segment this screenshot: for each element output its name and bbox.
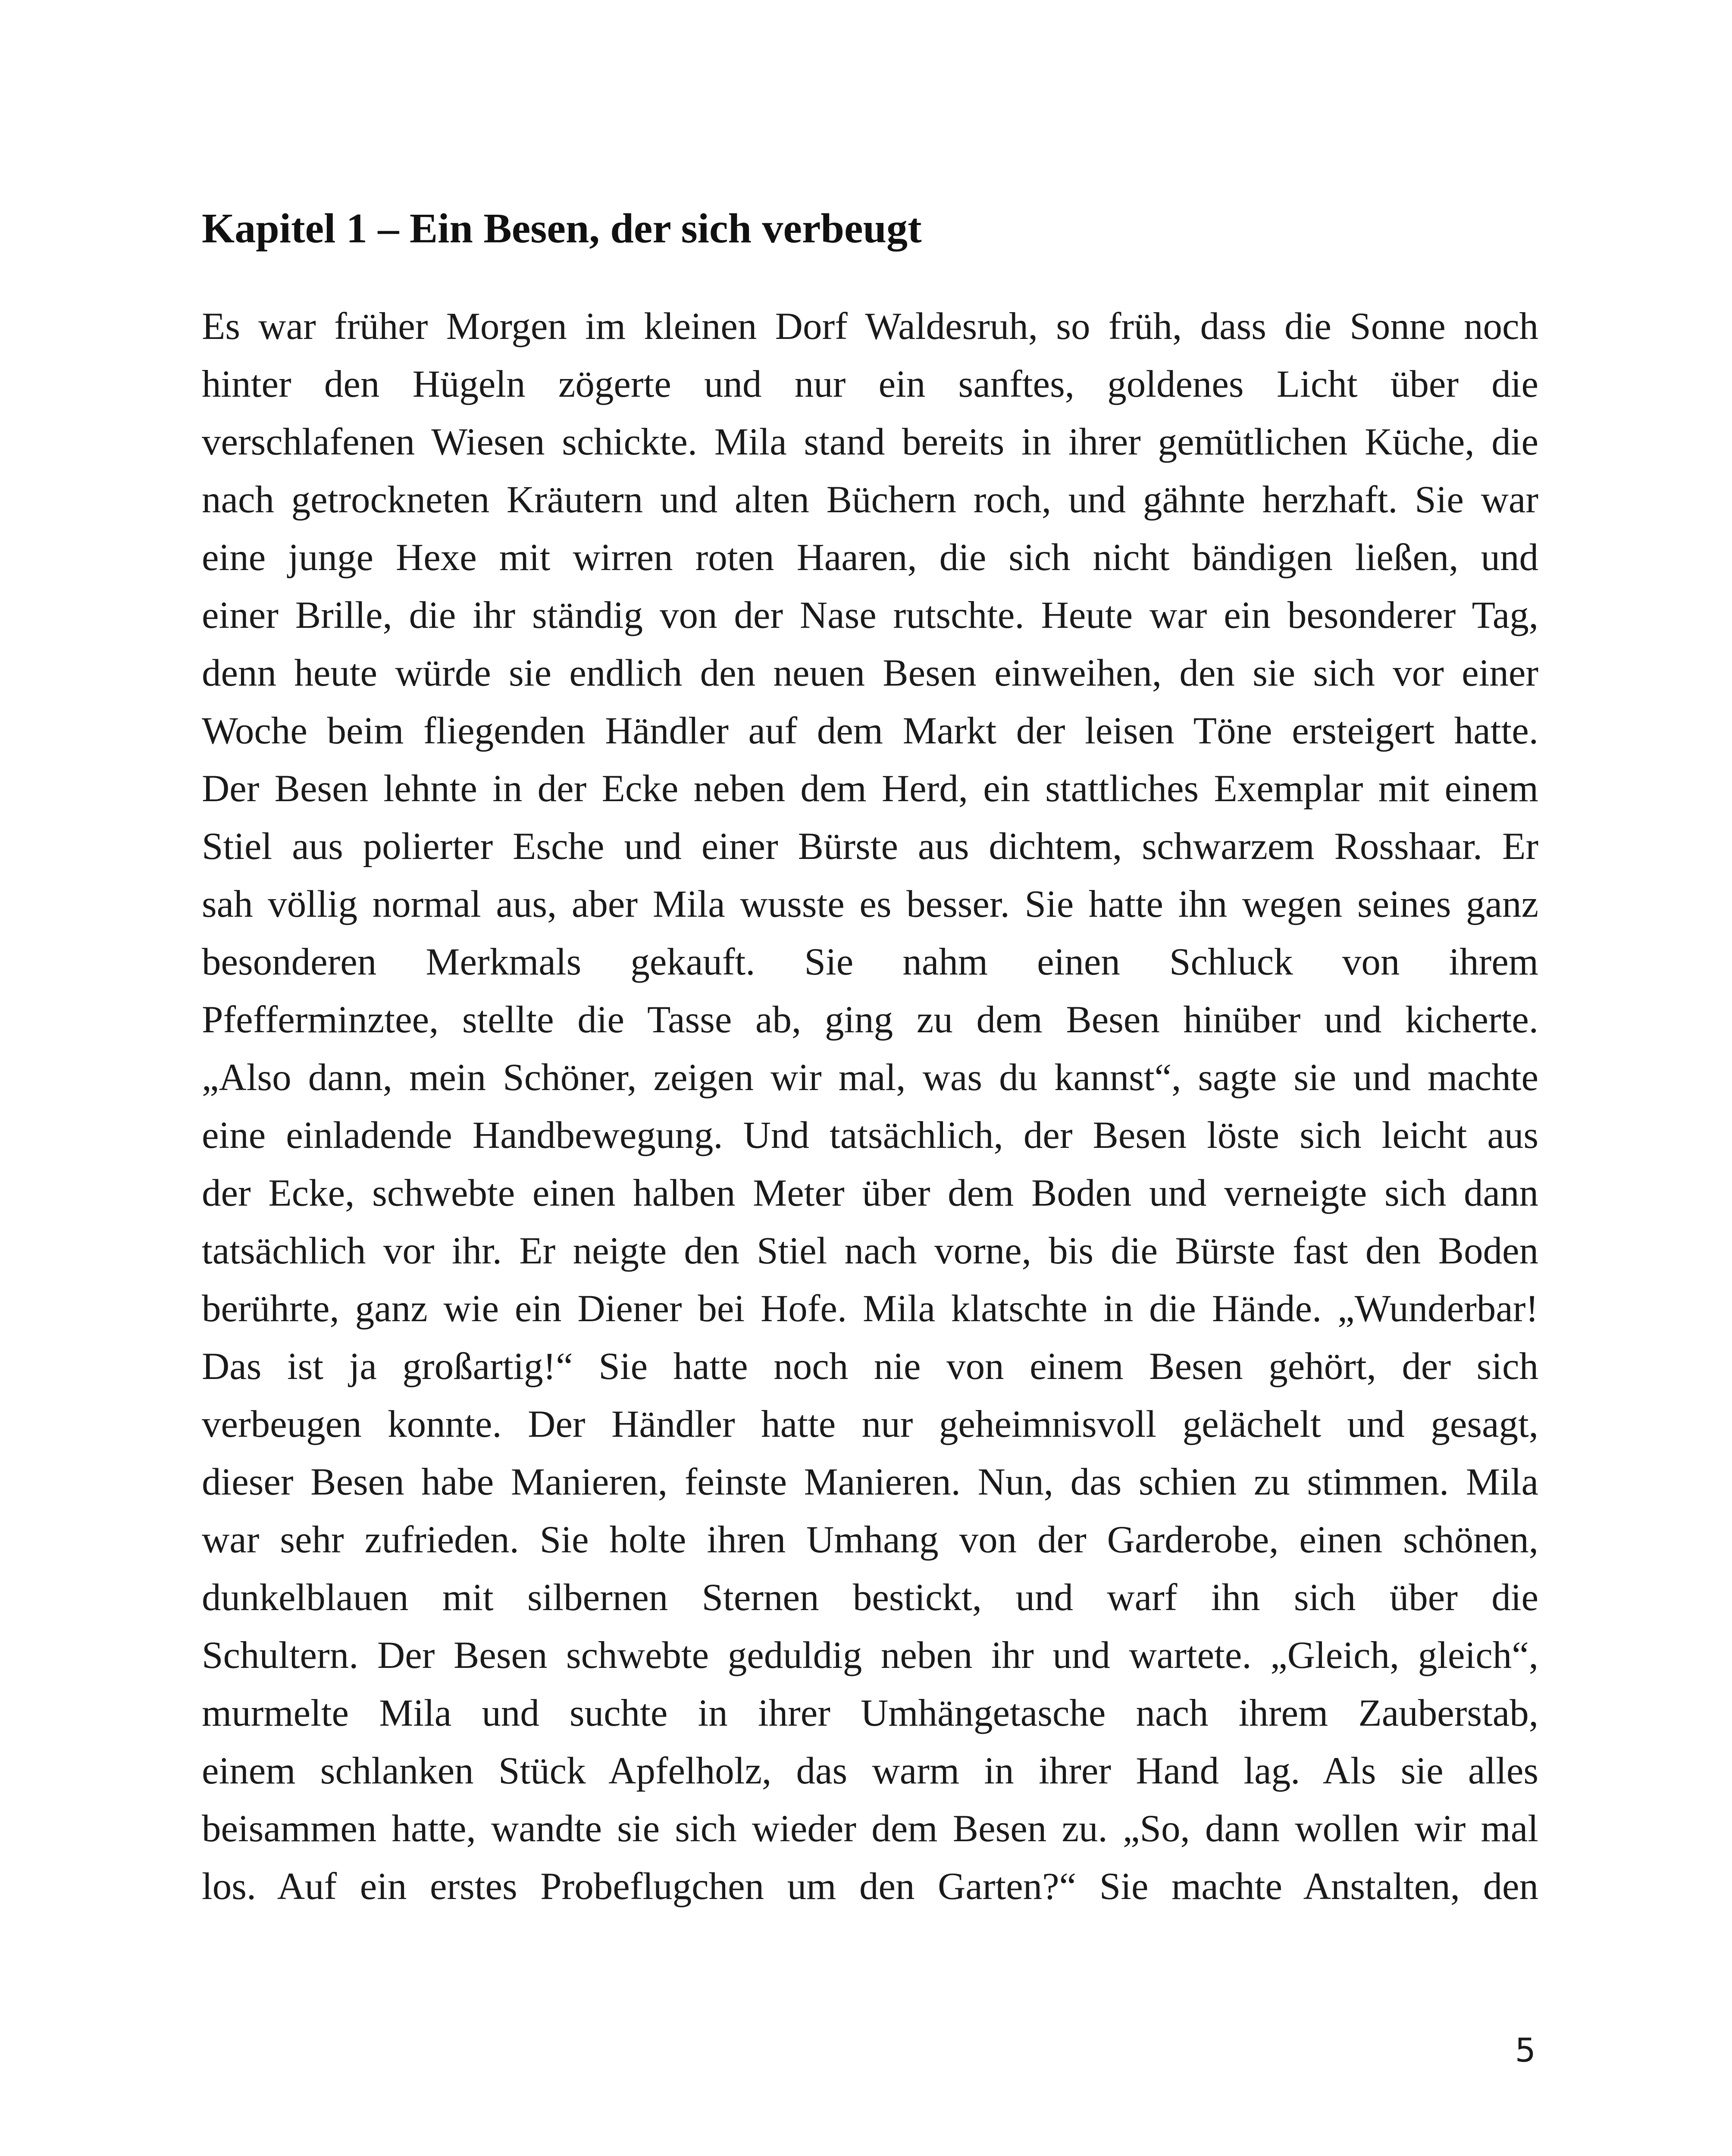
body-line: Es war früher Morgen im kleinen Dorf Waldesruh, so früh, dass die Sonne noch xyxy=(202,305,1538,348)
body-line: war sehr zufrieden. Sie holte ihren Umhang von der Garderobe, einen schönen, xyxy=(202,1519,1538,1561)
body-line: denn heute würde sie endlich den neuen Besen einweihen, den sie sich vor einer xyxy=(202,652,1538,694)
page-number: 5 xyxy=(1515,2031,1536,2069)
body-line: Der Besen lehnte in der Ecke neben dem Herd, ein stattliches Exemplar mit einem xyxy=(202,768,1538,810)
body-line: Pfefferminztee, stellte die Tasse ab, ging zu dem Besen hinüber und kicherte. xyxy=(202,999,1538,1041)
body-line: eine einladende Handbewegung. Und tatsächlich, der Besen löste sich leicht aus xyxy=(202,1114,1538,1156)
body-line: sah völlig normal aus, aber Mila wusste es besser. Sie hatte ihn wegen seines ganz xyxy=(202,883,1538,925)
body-line: der Ecke, schwebte einen halben Meter über dem Boden und verneigte sich dann xyxy=(202,1172,1538,1214)
body-line: Das ist ja großartig!“ Sie hatte noch nie von einem Besen gehört, der sich xyxy=(202,1345,1538,1388)
body-line: los. Auf ein erstes Probeflugchen um den Garten?“ Sie machte Anstalten, den xyxy=(202,1865,1538,1908)
chapter-title: Kapitel 1 – Ein Besen, der sich verbeugt xyxy=(202,205,922,252)
body-line: „Also dann, mein Schöner, zeigen wir mal, was du kannst“, sagte sie und machte xyxy=(202,1056,1538,1099)
chapter-body xyxy=(202,298,1538,1915)
body-line: murmelte Mila und suchte in ihrer Umhängetasche nach ihrem Zauberstab, xyxy=(202,1692,1538,1734)
body-line: Schultern. Der Besen schwebte geduldig neben ihr und wartete. „Gleich, gleich“, xyxy=(202,1634,1538,1677)
body-line: Woche beim fliegenden Händler auf dem Markt der leisen Töne ersteigert hatte. xyxy=(202,710,1538,752)
body-line: eine junge Hexe mit wirren roten Haaren, die sich nicht bändigen ließen, und xyxy=(202,536,1538,579)
body-line: dunkelblauen mit silbernen Sternen bestickt, und warf ihn sich über die xyxy=(202,1576,1538,1619)
body-line: tatsächlich vor ihr. Er neigte den Stiel nach vorne, bis die Bürste fast den Boden xyxy=(202,1230,1538,1272)
body-line: verschlafenen Wiesen schickte. Mila stand bereits in ihrer gemütlichen Küche, die xyxy=(202,421,1538,463)
body-line: hinter den Hügeln zögerte und nur ein sanftes, goldenes Licht über die xyxy=(202,363,1538,405)
body-line: beisammen hatte, wandte sie sich wieder dem Besen zu. „So, dann wollen wir mal xyxy=(202,1808,1538,1850)
body-line: einer Brille, die ihr ständig von der Nase rutschte. Heute war ein besonderer Tag, xyxy=(202,594,1538,636)
body-line: einem schlanken Stück Apfelholz, das warm in ihrer Hand lag. Als sie alles xyxy=(202,1750,1538,1792)
body-line: besonderen Merkmals gekauft. Sie nahm einen Schluck von ihrem xyxy=(202,941,1538,983)
body-line: dieser Besen habe Manieren, feinste Manieren. Nun, das schien zu stimmen. Mila xyxy=(202,1461,1538,1503)
body-line: nach getrockneten Kräutern und alten Büchern roch, und gähnte herzhaft. Sie war xyxy=(202,479,1538,521)
body-line: Stiel aus polierter Esche und einer Bürste aus dichtem, schwarzem Rosshaar. Er xyxy=(202,825,1538,868)
body-line: berührte, ganz wie ein Diener bei Hofe. Mila klatschte in die Hände. „Wunderbar! xyxy=(202,1288,1538,1330)
body-line: verbeugen konnte. Der Händler hatte nur geheimnisvoll gelächelt und gesagt, xyxy=(202,1403,1538,1445)
